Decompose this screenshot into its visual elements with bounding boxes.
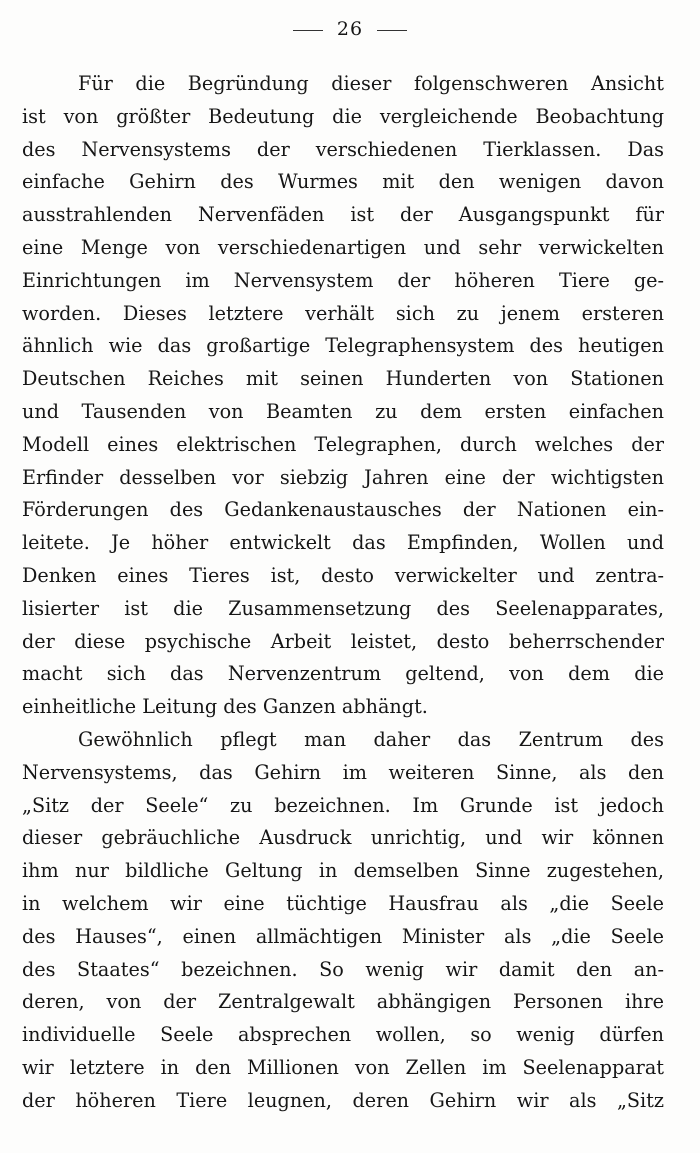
text-line: und Tausenden von Beamten zu dem ersten einfachen	[22, 399, 664, 423]
text-line: in welchem wir eine tüchtige Hausfrau als „die Seele	[22, 891, 664, 915]
text-line: Deutschen Reiches mit seinen Hunderten von Stationen	[22, 367, 664, 391]
text-line: macht sich das Nervenzentrum geltend, von dem die	[22, 662, 664, 686]
text-line: individuelle Seele absprechen wollen, so wenig dürfen	[22, 1023, 664, 1047]
text-line: Nervensystems, das Gehirn im weiteren Sinne, als den	[22, 760, 664, 784]
page-number: 26	[336, 18, 364, 40]
text-line: dieser gebräuchliche Ausdruck unrichtig, und wir können	[22, 826, 664, 850]
text-line: deren, von der Zentralgewalt abhängigen Personen ihre	[22, 990, 664, 1014]
text-line: Modell eines elektrischen Telegraphen, durch welches der	[22, 432, 664, 456]
text-line: ähnlich wie das großartige Telegraphensystem des heutigen	[22, 334, 664, 358]
text-line: Erfinder desselben vor siebzig Jahren eine der wichtigsten	[22, 465, 664, 489]
text-line: Einrichtungen im Nervensystem der höheren Tiere ge-	[22, 268, 664, 292]
text-line: des Nervensystems der verschiedenen Tierklassen. Das	[22, 137, 664, 161]
body-text	[22, 68, 664, 1118]
text-line: Denken eines Tieres ist, desto verwickelter und zentra-	[22, 563, 664, 587]
text-line: ihm nur bildliche Geltung in demselben Sinne zugestehen,	[22, 859, 664, 883]
text-line: leitete. Je höher entwickelt das Empfinden, Wollen und	[22, 531, 664, 555]
text-line: ausstrahlenden Nervenfäden ist der Ausgangspunkt für	[22, 203, 664, 227]
text-line: ist von größter Bedeutung die vergleichende Beobachtung	[22, 104, 664, 128]
header-dash-left	[293, 30, 323, 31]
text-line: worden. Dieses letztere verhält sich zu jenem ersteren	[22, 301, 664, 325]
text-line: „Sitz der Seele“ zu bezeichnen. Im Grunde ist jedoch	[22, 793, 664, 817]
text-line: eine Menge von verschiedenartigen und sehr verwickelten	[22, 235, 664, 259]
text-line: des Hauses“, einen allmächtigen Minister als „die Seele	[22, 924, 664, 948]
text-line: Förderungen des Gedankenaustausches der Nationen ein-	[22, 498, 664, 522]
text-line: der diese psychische Arbeit leistet, desto beherrschender	[22, 629, 664, 653]
text-line: einfache Gehirn des Wurmes mit den wenigen davon	[22, 170, 664, 194]
text-line: Für die Begründung dieser folgenschweren Ansicht	[78, 72, 664, 95]
text-line: des Staates“ bezeichnen. So wenig wir damit den an-	[22, 957, 664, 981]
page-header	[0, 18, 700, 40]
text-line: einheitliche Leitung des Ganzen abhängt.	[22, 695, 428, 719]
text-line: wir letztere in den Millionen von Zellen im Seelenapparat	[22, 1055, 664, 1079]
text-line: der höheren Tiere leugnen, deren Gehirn wir als „Sitz	[22, 1088, 664, 1112]
text-line: Gewöhnlich pflegt man daher das Zentrum des	[78, 727, 664, 751]
text-line: lisierter ist die Zusammensetzung des Seelenapparates,	[22, 596, 664, 620]
header-dash-right	[377, 30, 407, 31]
